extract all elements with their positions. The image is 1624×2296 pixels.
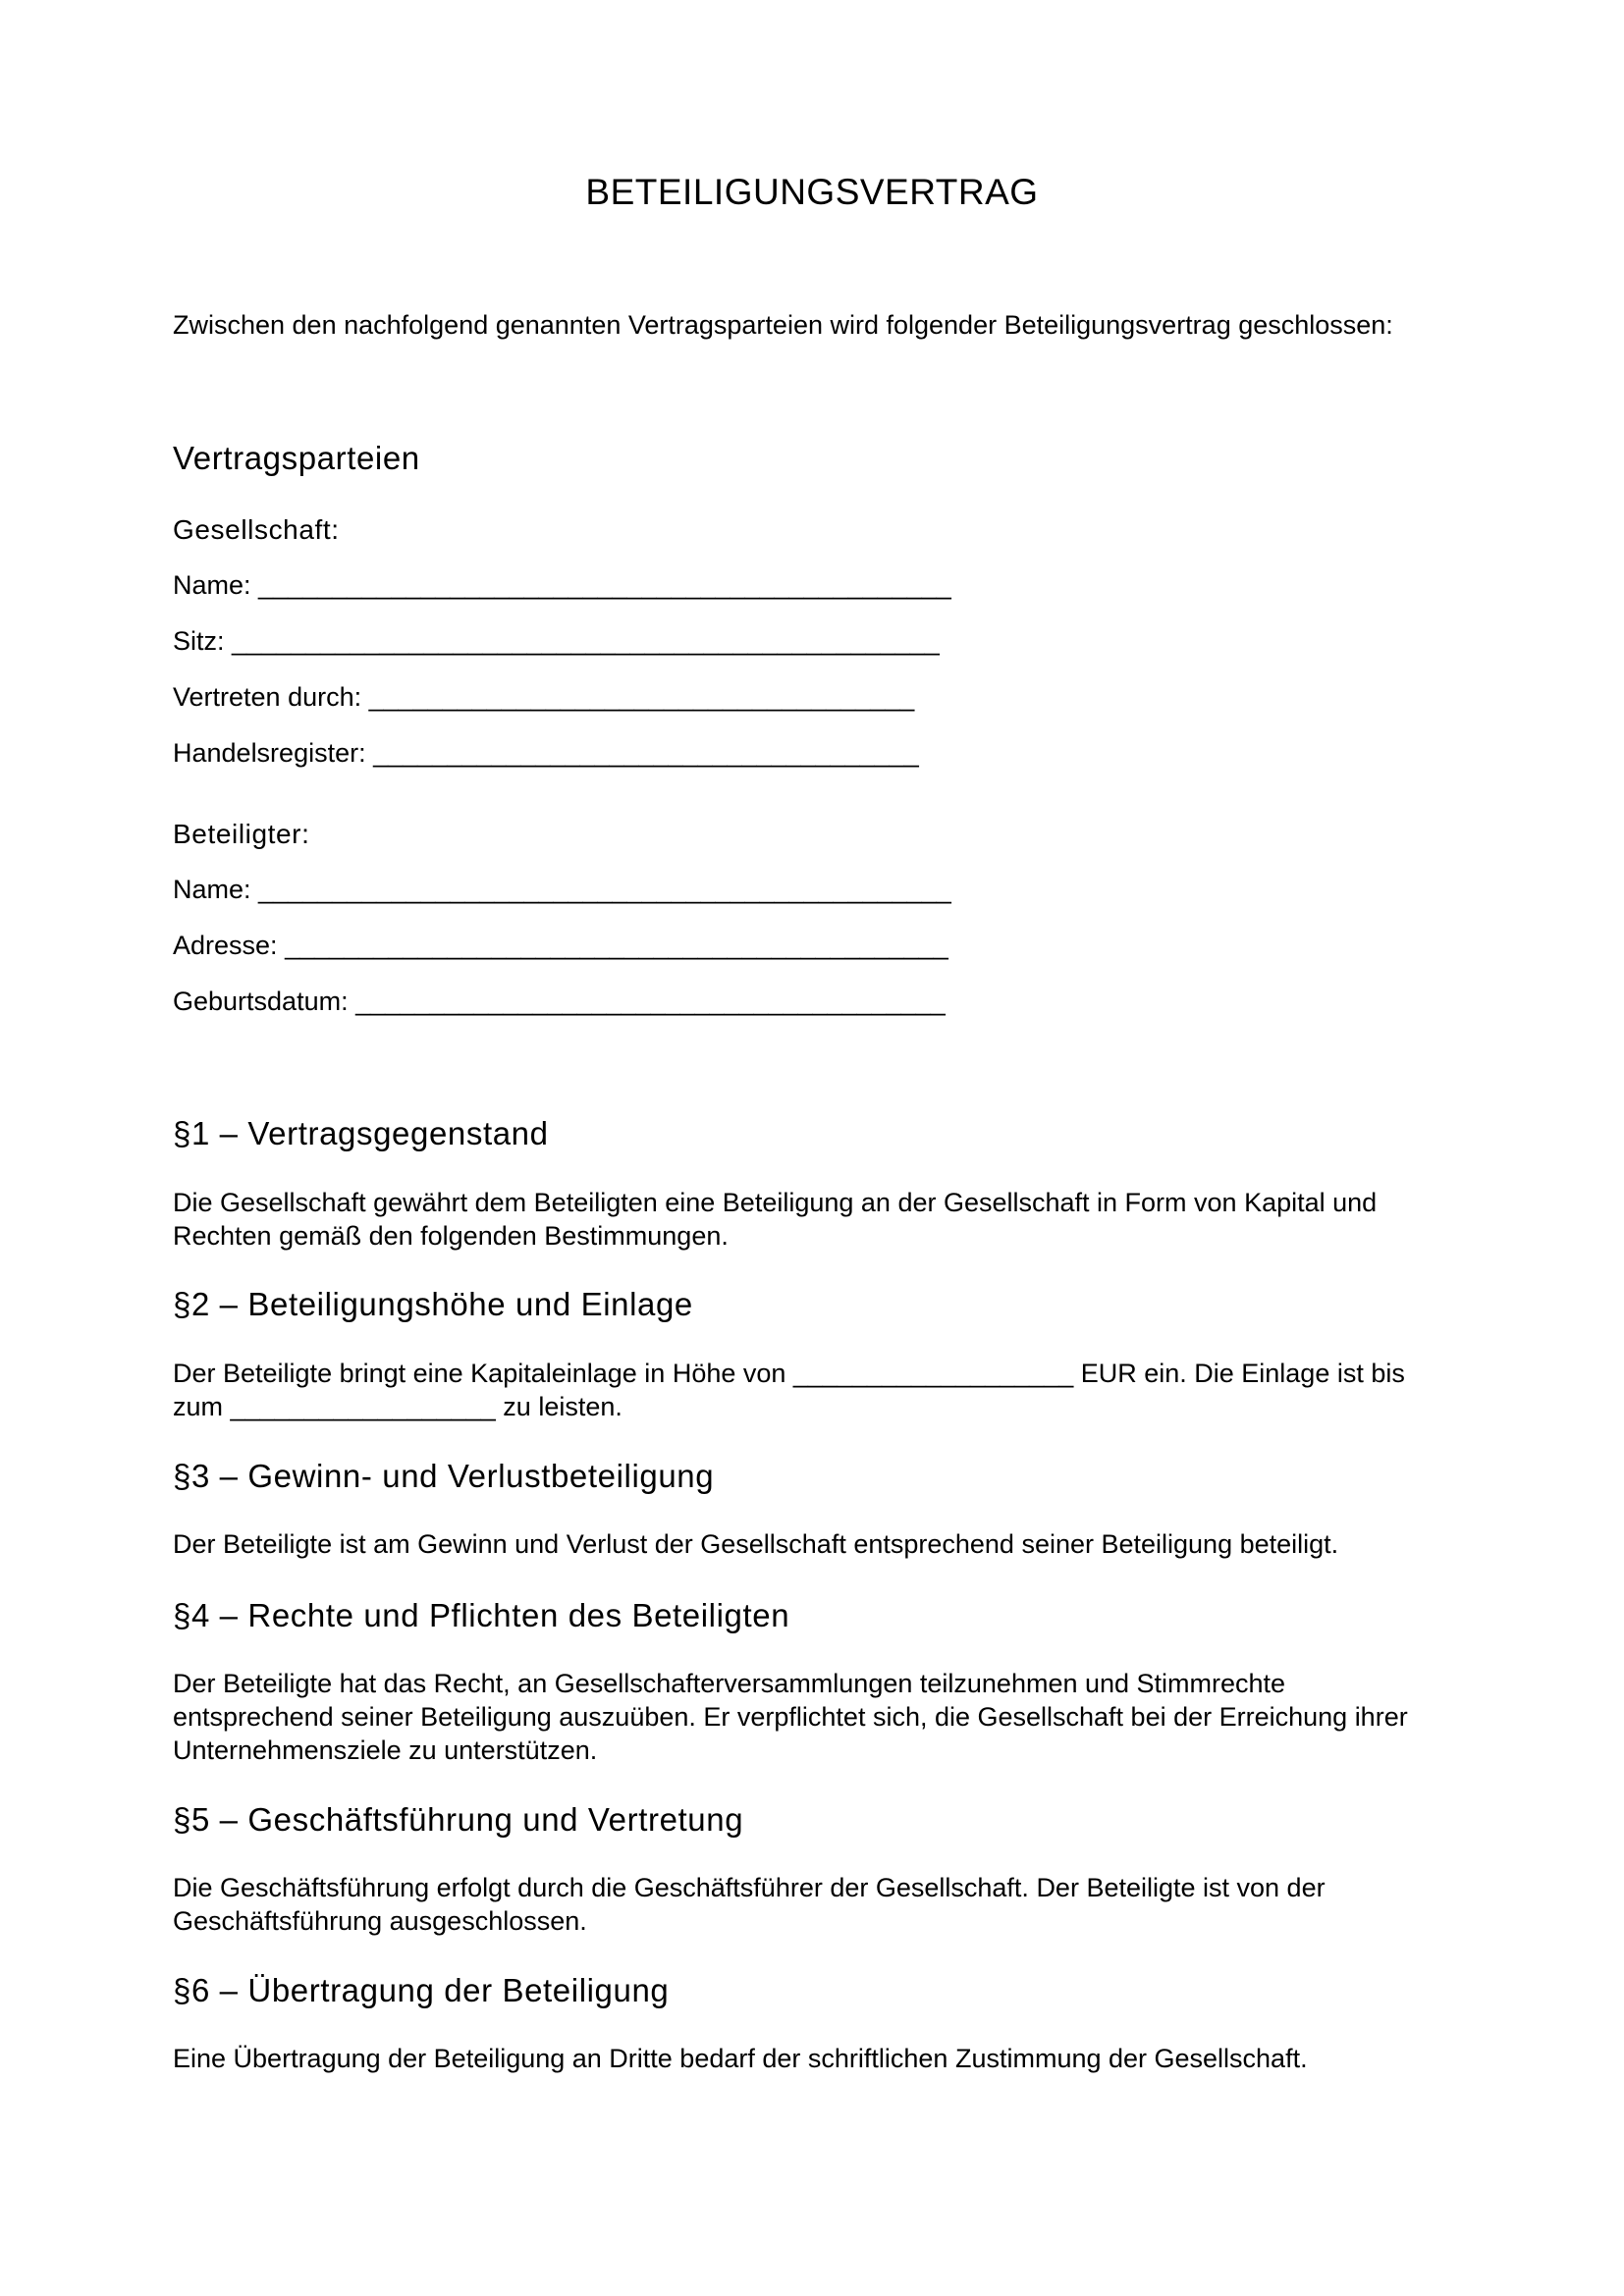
text-line: Der Beteiligte bringt eine Kapitaleinlage in Höhe von ___________________ EUR ein. Die Einlage ist bis <box>173 1359 1405 1388</box>
field-label: Name: <box>173 570 251 600</box>
text-line: Der Beteiligte ist am Gewinn und Verlust der Gesellschaft entsprechend seiner Beteiligung beteiligt. <box>173 1529 1339 1559</box>
section-text <box>173 1667 1459 1767</box>
fill-line[interactable]: ________________________________________________ <box>232 626 940 656</box>
fill-line[interactable]: _____________________________________ <box>368 682 915 712</box>
document-title: BETEILIGUNGSVERTRAG <box>585 172 1039 212</box>
company-seat-field[interactable] <box>173 626 940 657</box>
parties-heading: Vertragsparteien <box>173 440 420 476</box>
section-text <box>173 1357 1459 1423</box>
section-text <box>173 1871 1459 1938</box>
field-label: Geburtsdatum: <box>173 987 349 1016</box>
section-heading: §1 – Vertragsgegenstand <box>173 1115 549 1151</box>
company-representative-field[interactable] <box>173 682 914 713</box>
section-heading: §6 – Übertragung der Beteiligung <box>173 1972 670 2008</box>
fill-line[interactable]: _____________________________________ <box>373 738 919 768</box>
company-label: Gesellschaft: <box>173 514 340 545</box>
participant-name-field[interactable] <box>173 875 951 905</box>
section-heading: §4 – Rechte und Pflichten des Beteiligten <box>173 1597 790 1633</box>
company-register-field[interactable] <box>173 738 919 769</box>
field-label: Adresse: <box>173 931 278 960</box>
text-line: zum __________________ zu leisten. <box>173 1392 623 1421</box>
section-text <box>173 2042 1459 2075</box>
text-line: Eine Übertragung der Beteiligung an Dritte bedarf der schriftlichen Zustimmung der Gesellschaft. <box>173 2044 1308 2073</box>
fill-line[interactable]: _______________________________________________ <box>258 875 951 904</box>
section-text <box>173 1186 1459 1253</box>
text-line: Unternehmensziele zu unterstützen. <box>173 1735 598 1765</box>
text-line: Der Beteiligte hat das Recht, an Gesellschafterversammlungen teilzunehmen und Stimmrechte <box>173 1669 1286 1698</box>
section-heading: §5 – Geschäftsführung und Vertretung <box>173 1801 744 1838</box>
fill-line[interactable]: ________________________________________ <box>355 987 946 1016</box>
field-label: Name: <box>173 875 251 904</box>
participant-label: Beteiligter: <box>173 819 310 849</box>
text-line: entsprechend seiner Beteiligung auszuüben. Er verpflichtet sich, die Gesellschaft bei der Erreichung ihrer <box>173 1702 1408 1732</box>
participant-address-field[interactable] <box>173 931 948 961</box>
fill-line[interactable]: _____________________________________________ <box>285 931 948 960</box>
field-label: Vertreten durch: <box>173 682 362 712</box>
text-line: Die Gesellschaft gewährt dem Beteiligten eine Beteiligung an der Gesellschaft in Form von Kapital und <box>173 1188 1378 1217</box>
section-heading: §3 – Gewinn- und Verlustbeteiligung <box>173 1458 715 1494</box>
text-line: Rechten gemäß den folgenden Bestimmungen. <box>173 1221 729 1251</box>
participant-birthdate-field[interactable] <box>173 987 946 1017</box>
text-line: Geschäftsführung ausgeschlossen. <box>173 1906 587 1936</box>
field-label: Handelsregister: <box>173 738 366 768</box>
field-label: Sitz: <box>173 626 225 656</box>
section-text <box>173 1527 1459 1561</box>
text-line: Die Geschäftsführung erfolgt durch die Geschäftsführer der Gesellschaft. Der Beteiligte ist von der <box>173 1873 1326 1902</box>
section-heading: §2 – Beteiligungshöhe und Einlage <box>173 1286 693 1322</box>
company-name-field[interactable] <box>173 570 951 601</box>
fill-line[interactable]: _______________________________________________ <box>258 570 951 600</box>
intro-text: Zwischen den nachfolgend genannten Vertragsparteien wird folgender Beteiligungsvertrag geschlossen: <box>173 310 1393 340</box>
